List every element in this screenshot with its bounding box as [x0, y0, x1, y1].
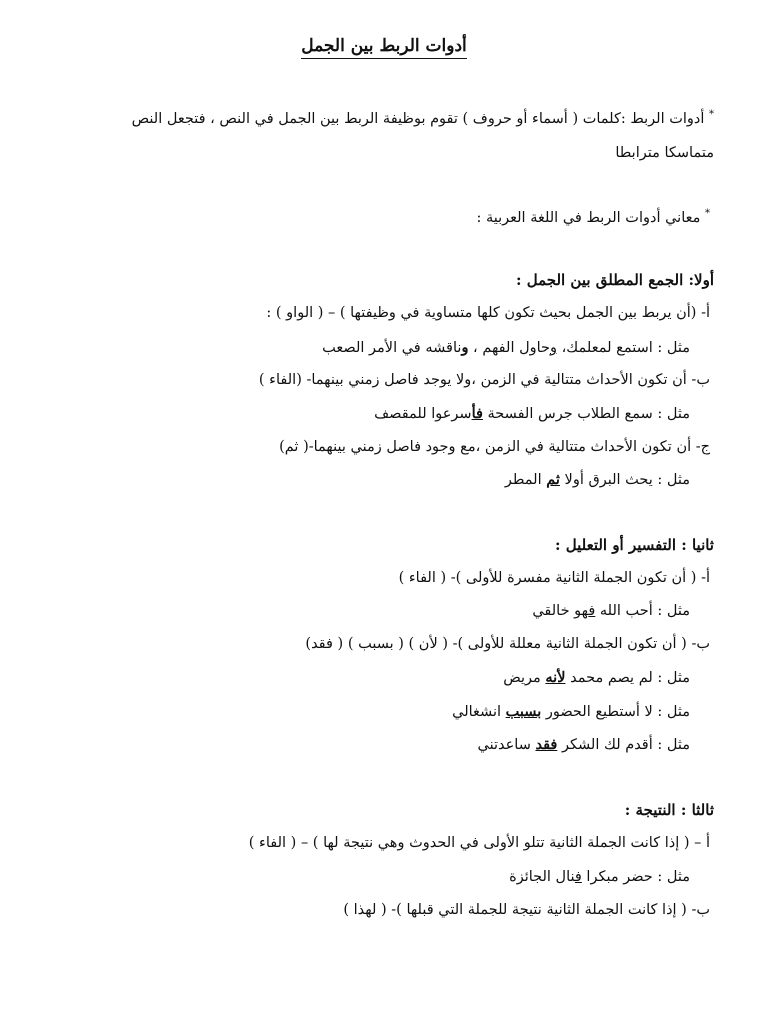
connector-word: فأ — [471, 405, 483, 422]
bullet-star: * — [705, 208, 710, 219]
section1-item-b: ب- أن تكون الأحداث متتالية في الزمن ،ولا يوجد فاصل زمني بينهما- (الفاء ) — [258, 372, 710, 388]
section3-item-b: ب- ( إذا كانت الجملة الثانية نتيجة للجملة التي قبلها )- ( لهذا ) — [343, 902, 710, 918]
connector-word: ف — [574, 869, 582, 885]
bullet-star: * — [709, 109, 714, 120]
section2-item-b: ب- ( أن تكون الجملة الثانية معللة للأولى )- ( لأن ) ( بسبب ) ( فقد) — [305, 636, 710, 652]
intro-text: أدوات الربط :كلمات ( أسماء أو حروف ) تقوم بوظيفة الربط بين الجمل في النص ، فتجعل النص متماسكا مترابطا — [131, 110, 714, 161]
connector-word: ثم — [546, 471, 560, 488]
section1-item-a: أ- (أن يربط بين الجمل بحيث تكون كلها متساوية في وظيفتها ) – ( الواو ) : — [266, 305, 710, 321]
connector-word: لأنه — [545, 669, 566, 686]
connector-word: فقد — [535, 736, 558, 753]
meanings-line — [476, 204, 710, 228]
section2-example-a: مثل : أحب الله فهو خالقي — [532, 603, 690, 619]
intro-paragraph — [114, 98, 714, 170]
connector-word: ف — [588, 603, 596, 619]
section1-example-b: مثل : سمع الطلاب جرس الفسحة فأسرعوا للمقصف — [374, 405, 690, 422]
section2-example-1: مثل : لم يصم محمد لأنه مريض — [503, 669, 690, 686]
section1-heading: أولا: الجمع المطلق بين الجمل : — [516, 271, 714, 289]
connector-word: و — [461, 339, 469, 356]
section1-example-a: مثل : استمع لمعلمك، وحاول الفهم ، وناقشه في الأمر الصعب — [322, 339, 690, 356]
page-title-text: أدوات الربط بين الجمل — [301, 36, 467, 59]
connector-word: و — [550, 340, 558, 356]
section2-example-2: مثل : لا أستطيع الحضور بسبب انشغالي — [452, 703, 690, 720]
section3-item-a: أ – ( إذا كانت الجملة الثانية تتلو الأولى في الحدوث وهي نتيجة لها ) – ( الفاء ) — [248, 835, 710, 851]
section3-example-a: مثل : حضر مبكرا فنال الجائزة — [509, 869, 690, 885]
connector-word: بسبب — [505, 703, 542, 720]
meanings-text: معاني أدوات الربط في اللغة العربية : — [476, 209, 701, 226]
section1-example-c: مثل : يحث البرق أولا ثم المطر — [504, 471, 690, 488]
page-title — [0, 36, 768, 56]
section2-item-a: أ- ( أن تكون الجملة الثانية مفسرة للأولى )- ( الفاء ) — [398, 570, 710, 586]
section1-item-c: ج- أن تكون الأحداث متتالية في الزمن ،مع وجود فاصل زمني بينهما-( ثم) — [279, 439, 710, 455]
section2-heading: ثانيا : التفسير أو التعليل : — [554, 536, 714, 554]
section2-example-3: مثل : أقدم لك الشكر فقد ساعدتني — [477, 736, 690, 753]
section3-heading: ثالثا : النتيجة : — [624, 801, 714, 819]
